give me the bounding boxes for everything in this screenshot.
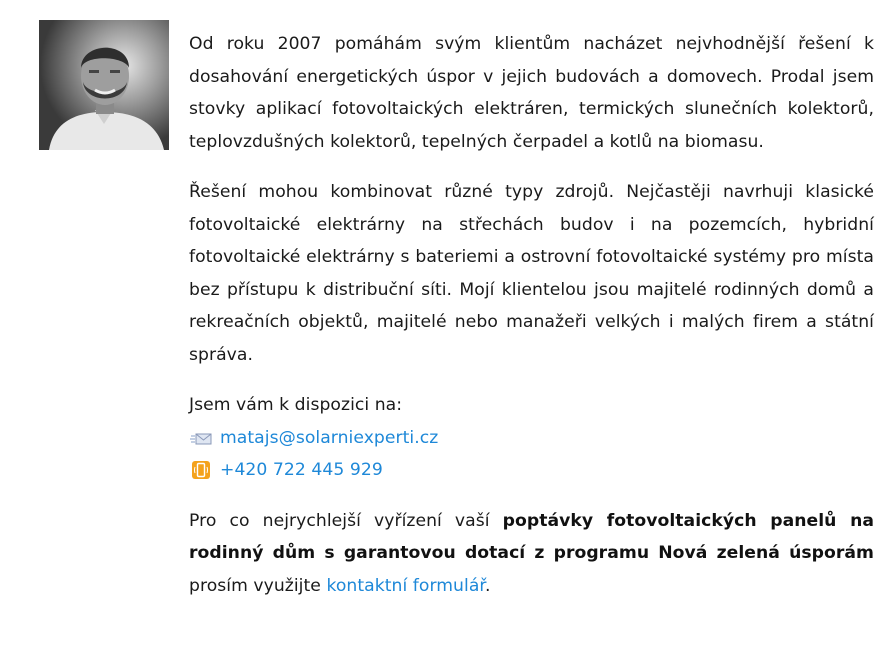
profile-photo <box>39 20 169 150</box>
contact-intro: Jsem vám k dispozici na: <box>189 395 403 415</box>
phone-line <box>189 454 874 487</box>
bio-content <box>189 28 874 620</box>
person-portrait-icon <box>39 20 169 150</box>
cta-text-before: Pro co nejrychlejší vyřízení vaší <box>189 510 503 531</box>
contact-form-link[interactable]: kontaktní formulář <box>326 575 485 596</box>
envelope-icon <box>189 426 213 450</box>
email-line <box>189 422 874 455</box>
email-link[interactable]: matajs@solarniexperti.cz <box>220 427 439 448</box>
cta-paragraph <box>189 505 874 603</box>
bio-paragraph-2: Řešení mohou kombinovat různé typy zdrojů. Nejčastěji navrhuji klasické fotovoltaické elektrárny na střechách budov i na pozemcích, hybridní fotovoltaické elektrárny s bateriemi a ostrovní fotovoltaické systémy pro místa bez přístupu k distribuční síti. Mojí klientelou jsou majitelé rodinných domů a rekreačních objektů, majitelé nebo manažeři velkých i malých firem a státní správa. <box>189 182 874 365</box>
cta-text-after: prosím využijte <box>189 575 327 596</box>
bio-paragraph-1: Od roku 2007 pomáhám svým klientům nacházet nejvhodnější řešení k dosahování energetických úspor v jejich budovách a domovech. Prodal jsem stovky aplikací fotovoltaických elektráren, termických slunečních kolektorů, teplovzdušných kolektorů, tepelných čerpadel a kotlů na biomasu. <box>189 34 874 152</box>
cta-bold-text: poptávky fotovoltaických panelů na rodinný dům s garantovou dotací z programu Nová zelená úsporám <box>189 510 874 563</box>
contact-block <box>189 389 874 487</box>
phone-link[interactable]: +420 722 445 929 <box>220 460 383 480</box>
smartphone-icon <box>189 458 213 482</box>
cta-end: . <box>484 575 491 596</box>
